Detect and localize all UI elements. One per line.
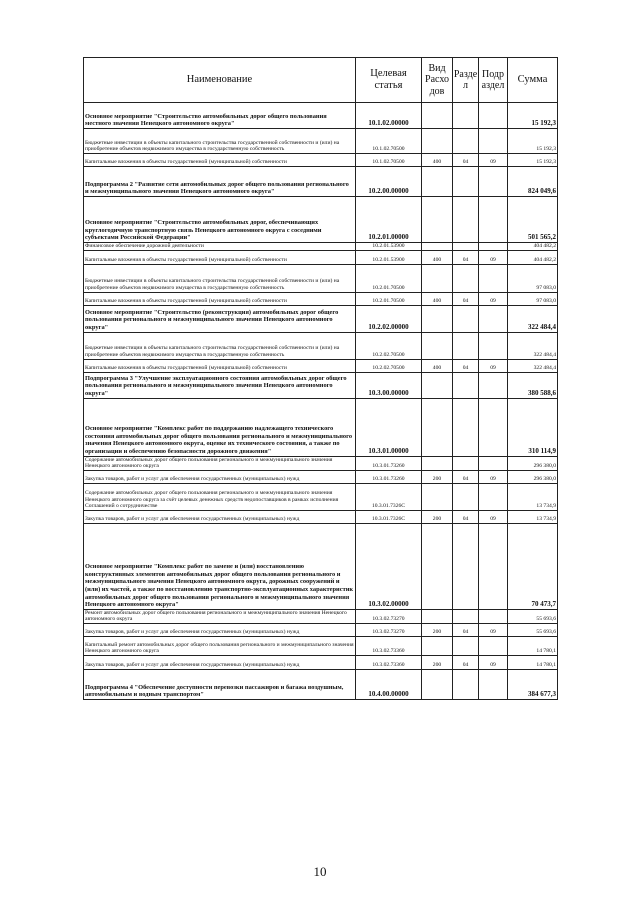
row-expense-type <box>422 305 453 332</box>
row-expense-type <box>422 372 453 398</box>
table-row <box>84 250 558 264</box>
row-expense-type <box>422 456 453 470</box>
row-expense-type <box>422 264 453 292</box>
row-expense-type: 200 <box>422 470 453 483</box>
row-amount: 97 083,0 <box>508 292 558 305</box>
row-target-code: 10.3.00.00000 <box>356 372 422 398</box>
row-subsection <box>479 103 508 129</box>
table-row <box>84 456 558 470</box>
row-section <box>453 609 479 623</box>
table-row <box>84 655 558 669</box>
row-section <box>453 636 479 655</box>
row-name: Закупка товаров, работ и услуг для обеспечения государственных (муниципальных) нужд <box>84 510 356 523</box>
row-name: Капитальные вложения в объекты государственной (муниципальной) собственности <box>84 154 356 167</box>
header-subsection: Подр аздел <box>479 58 508 103</box>
row-name: Бюджетные инвестиции в объекты капитального строительства государственной собственности и (или) на приобретение объектов недвижимого имущества в государственную собственность <box>84 129 356 154</box>
table-row <box>84 609 558 623</box>
table-row <box>84 510 558 523</box>
table-row <box>84 372 558 398</box>
row-name: Капитальные вложения в объекты государственной (муниципальной) собственности <box>84 250 356 264</box>
row-name: Капитальные вложения в объекты государственной (муниципальной) собственности <box>84 292 356 305</box>
row-name: Капитальные вложения в объекты государственной (муниципальной) собственности <box>84 359 356 372</box>
row-amount: 310 114,9 <box>508 398 558 456</box>
row-target-code: 10.3.01.00000 <box>356 398 422 456</box>
row-target-code: 10.2.01.70500 <box>356 264 422 292</box>
row-subsection <box>479 372 508 398</box>
header-amount: Сумма <box>508 58 558 103</box>
row-target-code: 10.3.01.7326С <box>356 483 422 510</box>
row-target-code: 10.3.02.73360 <box>356 636 422 655</box>
row-subsection: 09 <box>479 623 508 636</box>
row-name: Ремонт автомобильных дорог общего пользования регионального и межмуниципального значения Ненецкого автономного округа <box>84 609 356 623</box>
row-amount: 404 482,2 <box>508 250 558 264</box>
row-name: Основное мероприятие "Строительство (реконструкция) автомобильных дорог общего пользования регионального и межмуниципального значения Ненецкого автономного округа" <box>84 305 356 332</box>
row-name: Закупка товаров, работ и услуг для обеспечения государственных (муниципальных) нужд <box>84 470 356 483</box>
table-row <box>84 167 558 197</box>
row-amount: 70 473,7 <box>508 523 558 609</box>
row-subsection <box>479 483 508 510</box>
row-amount: 322 484,4 <box>508 332 558 359</box>
row-section <box>453 372 479 398</box>
row-expense-type: 200 <box>422 655 453 669</box>
row-amount: 380 588,6 <box>508 372 558 398</box>
row-subsection <box>479 609 508 623</box>
row-expense-type <box>422 636 453 655</box>
row-name: Бюджетные инвестиции в объекты капитального строительства государственной собственности и (или) на приобретение объектов недвижимого имущества в государственную собственность <box>84 332 356 359</box>
table-row <box>84 305 558 332</box>
row-amount: 384 677,3 <box>508 669 558 699</box>
row-name: Закупка товаров, работ и услуг для обеспечения государственных (муниципальных) нужд <box>84 655 356 669</box>
row-amount: 322 484,4 <box>508 305 558 332</box>
table-row <box>84 243 558 251</box>
row-expense-type <box>422 197 453 243</box>
row-amount: 15 192,3 <box>508 103 558 129</box>
page-number: 10 <box>313 864 327 879</box>
table-row <box>84 197 558 243</box>
row-target-code: 10.2.02.70500 <box>356 332 422 359</box>
row-subsection: 09 <box>479 250 508 264</box>
row-section <box>453 305 479 332</box>
row-target-code: 10.2.00.00000 <box>356 167 422 197</box>
row-target-code: 10.3.02.00000 <box>356 523 422 609</box>
row-subsection <box>479 398 508 456</box>
row-subsection: 09 <box>479 510 508 523</box>
row-target-code: 10.3.02.73360 <box>356 655 422 669</box>
table-body <box>84 103 558 700</box>
row-expense-type: 200 <box>422 510 453 523</box>
row-expense-type <box>422 129 453 154</box>
table-row <box>84 129 558 154</box>
row-name: Капитальный ремонт автомобильных дорог общего пользования регионального и межмуниципального значения Ненецкого автономного округа <box>84 636 356 655</box>
header-section: Разде л <box>453 58 479 103</box>
row-name: Подпрограмма 4 "Обеспечение доступности перевозки пассажиров и багажа воздушным, автомобильным и водным транспортом" <box>84 669 356 699</box>
row-amount: 322 484,4 <box>508 359 558 372</box>
row-target-code: 10.1.02.70500 <box>356 154 422 167</box>
row-expense-type <box>422 332 453 359</box>
row-target-code: 10.2.01.70500 <box>356 292 422 305</box>
table-row <box>84 103 558 129</box>
row-target-code: 10.3.02.73270 <box>356 609 422 623</box>
row-amount: 14 780,1 <box>508 636 558 655</box>
row-amount: 13 734,9 <box>508 510 558 523</box>
row-expense-type: 200 <box>422 623 453 636</box>
row-section: 04 <box>453 510 479 523</box>
row-name: Финансовое обеспечение дорожной деятельности <box>84 243 356 251</box>
row-target-code: 10.3.01.73260 <box>356 470 422 483</box>
row-section: 04 <box>453 470 479 483</box>
row-subsection <box>479 456 508 470</box>
row-subsection: 09 <box>479 359 508 372</box>
row-section <box>453 523 479 609</box>
row-section <box>453 129 479 154</box>
row-section <box>453 483 479 510</box>
row-section <box>453 167 479 197</box>
table-row <box>84 292 558 305</box>
row-name: Основное мероприятие "Строительство автомобильных дорог, обеспечивающих круглогодичную транспортную связь Ненецкого автономного округа с соседними субъектами Российской Федерации" <box>84 197 356 243</box>
row-name: Подпрограмма 3 "Улучшение эксплуатационного состояния автомобильных дорог общего пользования регионального и межмуниципального значения Ненецкого автономного округа" <box>84 372 356 398</box>
row-section <box>453 332 479 359</box>
row-name: Основное мероприятие "Комплекс работ по замене и (или) восстановлению конструктивных элементов автомобильных дорог общего пользования регионального и межмуниципального значения Ненецкого автономного округа, дорожных сооружений и (или) их частей, а также по восстановлению транспортно-эксплуатационных характеристик автомобильных дорог общего пользования регионального и межмуниципального значения Ненецкого автономного округа" <box>84 523 356 609</box>
row-amount: 15 192,3 <box>508 154 558 167</box>
row-section: 04 <box>453 154 479 167</box>
row-expense-type <box>422 398 453 456</box>
header-target: Целевая статья <box>356 58 422 103</box>
row-amount: 55 693,6 <box>508 623 558 636</box>
row-amount: 13 734,9 <box>508 483 558 510</box>
row-expense-type: 400 <box>422 292 453 305</box>
row-subsection <box>479 636 508 655</box>
row-amount: 97 083,0 <box>508 264 558 292</box>
row-section: 04 <box>453 623 479 636</box>
row-subsection <box>479 305 508 332</box>
table-row <box>84 359 558 372</box>
row-subsection <box>479 669 508 699</box>
table-row <box>84 154 558 167</box>
table-row <box>84 264 558 292</box>
row-amount: 14 780,1 <box>508 655 558 669</box>
row-expense-type <box>422 167 453 197</box>
row-amount: 55 693,6 <box>508 609 558 623</box>
row-target-code: 10.2.01.53900 <box>356 243 422 251</box>
row-section: 04 <box>453 655 479 669</box>
row-target-code: 10.2.02.70500 <box>356 359 422 372</box>
row-target-code: 10.4.00.00000 <box>356 669 422 699</box>
table-row <box>84 669 558 699</box>
row-amount: 824 049,6 <box>508 167 558 197</box>
row-section <box>453 456 479 470</box>
row-target-code: 10.1.02.70500 <box>356 129 422 154</box>
row-section <box>453 398 479 456</box>
row-expense-type: 400 <box>422 250 453 264</box>
table-row <box>84 483 558 510</box>
row-amount: 404 482,2 <box>508 243 558 251</box>
row-target-code: 10.3.01.7326С <box>356 510 422 523</box>
row-expense-type <box>422 669 453 699</box>
row-subsection <box>479 197 508 243</box>
row-expense-type <box>422 243 453 251</box>
row-target-code: 10.1.02.00000 <box>356 103 422 129</box>
row-subsection <box>479 243 508 251</box>
row-target-code: 10.2.01.00000 <box>356 197 422 243</box>
row-subsection <box>479 129 508 154</box>
row-expense-type <box>422 523 453 609</box>
row-subsection <box>479 167 508 197</box>
row-subsection <box>479 264 508 292</box>
row-amount: 296 380,0 <box>508 470 558 483</box>
table-row <box>84 332 558 359</box>
row-section <box>453 243 479 251</box>
row-expense-type: 400 <box>422 154 453 167</box>
row-target-code: 10.2.01.53900 <box>356 250 422 264</box>
row-name: Основное мероприятие "Строительство автомобильных дорог общего пользования местного значения Ненецкого автономного округа" <box>84 103 356 129</box>
row-subsection: 09 <box>479 292 508 305</box>
row-expense-type <box>422 103 453 129</box>
row-name: Основное мероприятие "Комплекс работ по поддержанию надлежащего технического состояния автомобильных дорог общего пользования регионального и межмуниципального значения Ненецкого автономного округа, оценке их технического состояния, а также по организации и обеспечению безопасности дорожного движения" <box>84 398 356 456</box>
row-section <box>453 103 479 129</box>
row-expense-type <box>422 483 453 510</box>
row-section: 04 <box>453 359 479 372</box>
row-amount: 296 380,0 <box>508 456 558 470</box>
table-row <box>84 623 558 636</box>
row-name: Содержание автомобильных дорог общего пользования регионального и межмуниципального значения Ненецкого автономного округа за счёт целевых денежных средств недопоставщиков в рамках исполнения Соглашений о сотрудничестве <box>84 483 356 510</box>
row-target-code: 10.3.01.73260 <box>356 456 422 470</box>
table-row <box>84 398 558 456</box>
header-name: Наименование <box>84 58 356 103</box>
table-row <box>84 636 558 655</box>
table-row <box>84 470 558 483</box>
row-amount: 501 565,2 <box>508 197 558 243</box>
row-section: 04 <box>453 250 479 264</box>
row-section <box>453 264 479 292</box>
header-expense-type: Вид Расхо дов <box>422 58 453 103</box>
row-amount: 15 192,3 <box>508 129 558 154</box>
row-expense-type <box>422 609 453 623</box>
row-target-code: 10.3.02.73270 <box>356 623 422 636</box>
row-name: Закупка товаров, работ и услуг для обеспечения государственных (муниципальных) нужд <box>84 623 356 636</box>
table-header-row <box>84 58 558 103</box>
row-name: Содержание автомобильных дорог общего пользования регионального и межмуниципального значения Ненецкого автономного округа <box>84 456 356 470</box>
row-subsection: 09 <box>479 470 508 483</box>
table-row <box>84 523 558 609</box>
row-subsection <box>479 332 508 359</box>
row-name: Бюджетные инвестиции в объекты капитального строительства государственной собственности и (или) на приобретение объектов недвижимого имущества в государственную собственность <box>84 264 356 292</box>
row-name: Подпрограмма 2 "Развитие сети автомобильных дорог общего пользования регионального и межмуниципального значения Ненецкого автономного округа" <box>84 167 356 197</box>
row-subsection: 09 <box>479 655 508 669</box>
budget-table <box>83 57 558 700</box>
row-subsection: 09 <box>479 154 508 167</box>
row-section <box>453 197 479 243</box>
row-section: 04 <box>453 292 479 305</box>
row-section <box>453 669 479 699</box>
row-expense-type: 400 <box>422 359 453 372</box>
row-subsection <box>479 523 508 609</box>
row-target-code: 10.2.02.00000 <box>356 305 422 332</box>
